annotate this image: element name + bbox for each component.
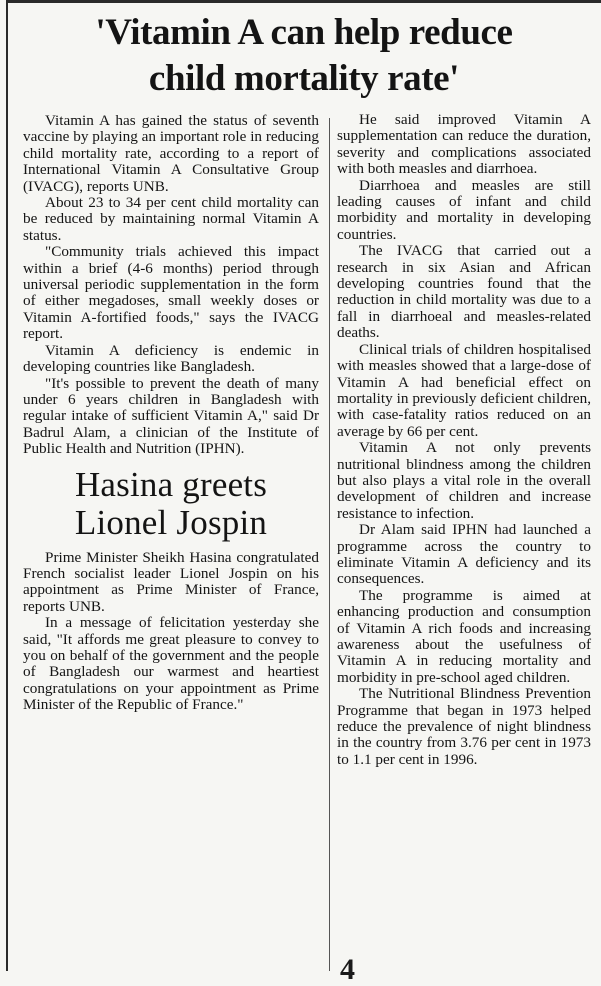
main-headline-line2: child mortality rate' <box>148 58 460 99</box>
second-story-headline <box>23 466 319 542</box>
article-paragraph: The programme is aimed at enhancing production and consumption of Vitamin A rich foods and increasing awareness about the usefulness of Vitamin A in reducing mortality and morbidity in pre-school aged children. <box>337 586 591 686</box>
cut-off-next-headline <box>340 953 590 986</box>
article-paragraph: Diarrhoea and measles are still leading causes of infant and child morbidity and mortality in developing countries. <box>337 176 591 243</box>
right-column <box>337 112 591 768</box>
left-edge-rule <box>6 0 8 971</box>
article-paragraph: The Nutritional Blindness Prevention Programme that began in 1973 helped reduce the prevalence of night blindness in the country from 3.76 per cent in 1973 to 1.1 per cent in 1996. <box>337 685 591 768</box>
article-paragraph: He said improved Vitamin A supplementation can reduce the duration, severity and complications associated with both measles and diarrhoea. <box>337 111 591 178</box>
second-story-paragraph: Prime Minister Sheikh Hasina congratulated French socialist leader Lionel Jospin on his appointment as Prime Minister of France, reports UNB. <box>23 548 319 615</box>
article-paragraph: Vitamin A deficiency is endemic in developing countries like Bangladesh. <box>23 341 319 376</box>
column-divider <box>329 118 330 971</box>
article-paragraph: Vitamin A not only prevents nutritional blindness among the children but also plays a vital role in the overall development of children and increase resistance to infection. <box>337 439 591 522</box>
article-paragraph: About 23 to 34 per cent child mortality can be reduced by maintaining normal Vitamin A status. <box>23 194 319 244</box>
article-paragraph: Vitamin A has gained the status of seventh vaccine by playing an important role in reducing child mortality rate, according to a report of International Vitamin A Consultative Group (IVACG), reports UNB. <box>23 112 319 195</box>
main-headline <box>14 10 594 102</box>
top-rule <box>8 0 601 3</box>
article-paragraph: The IVACG that carried out a research in six Asian and African developing countries found that the reduction in child mortality was due to a fall in diarrhoeal and measles-related deaths. <box>337 242 591 342</box>
article-paragraph: "Community trials achieved this impact within a brief (4-6 months) period through universal periodic supplementation in the form of either megadoses, small weekly doses or Vitamin A-fortified foods," says the IVACG report. <box>23 243 319 343</box>
article-paragraph: "It's possible to prevent the death of many under 6 years children in Bangladesh with regular intake of sufficient Vitamin A," said Dr Badrul Alam, a clinician of the Institute of Public Health and Nutrition (IPHN). <box>23 374 319 458</box>
second-story-headline-line2: Lionel Jospin <box>74 502 268 542</box>
cut-off-text: 4 <box>340 953 358 986</box>
second-story-headline-line1: Hasina greets <box>74 464 268 504</box>
main-headline-line1: 'Vitamin A can help reduce <box>95 12 513 53</box>
second-story-paragraph: In a message of felicitation yesterday she said, "It affords me great pleasure to convey to you on behalf of the government and the people of Bangladesh our warmest and heartiest congratulations on your appointment as Prime Minister of the Republic of France." <box>23 614 319 714</box>
article-paragraph: Dr Alam said IPHN had launched a programme across the country to eliminate Vitamin A deficiency and its consequences. <box>337 521 591 588</box>
article-paragraph: Clinical trials of children hospitalised with measles showed that a large-dose of Vitamin A had beneficial effect on mortality in previously deficient children, with case-fatality ratios reduced on an average by 66 per cent. <box>337 340 591 440</box>
left-column <box>23 113 319 714</box>
